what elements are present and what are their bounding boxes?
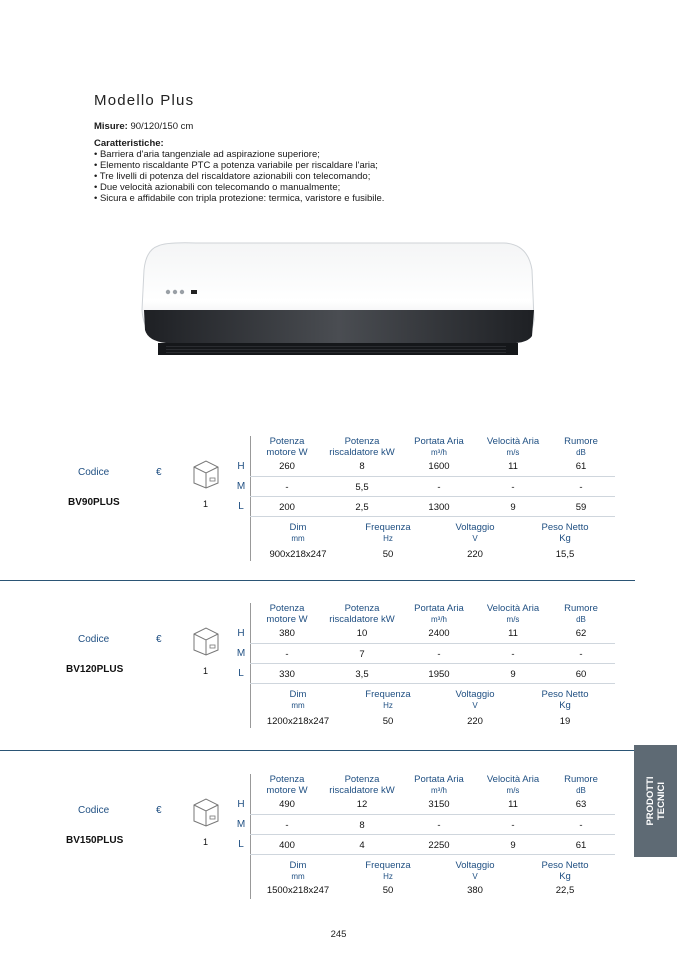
header-portata: Portata Aria m³/h: [414, 436, 464, 457]
header-velocita: Velocità Aria m/s: [486, 603, 540, 624]
row-label-m: M: [236, 481, 246, 492]
cell-dim: 1500x218x247: [266, 885, 330, 896]
cell-l-risc: 3,5: [355, 669, 369, 680]
cell-h-velocita: 11: [508, 799, 518, 810]
cell-h-motore: 490: [279, 799, 295, 810]
cell-frequenza: 50: [382, 716, 394, 727]
cell-m-motore: -: [285, 649, 289, 660]
feature-item: • Elemento riscaldante PTC a potenza variabile per riscaldare l'aria;: [94, 160, 378, 171]
cell-h-portata: 1600: [428, 461, 450, 472]
cell-l-motore: 200: [279, 502, 295, 513]
feature-item: • Sicura e affidabile con tripla protezione: termica, varistore e fusibile.: [94, 193, 385, 204]
euro-label: €: [156, 467, 162, 478]
header-velocita: Velocità Aria m/s: [486, 774, 540, 795]
cell-dim: 900x218x247: [269, 549, 327, 560]
product-table: [0, 768, 677, 918]
cell-m-velocita: -: [511, 482, 515, 493]
feature-item: • Due velocità azionabili con telecomando o manualmente;: [94, 182, 341, 193]
cell-h-rumore: 61: [575, 461, 587, 472]
package-qty: 1: [203, 499, 209, 509]
section-divider: [0, 580, 635, 581]
row-label-l: L: [238, 839, 244, 850]
header-rumore: Rumore dB: [564, 436, 598, 457]
cell-h-velocita: 11: [508, 461, 518, 472]
cell-m-rumore: -: [579, 482, 583, 493]
cell-m-rumore: -: [579, 820, 583, 831]
cell-l-motore: 400: [279, 840, 295, 851]
features-list: [94, 138, 384, 204]
sizes-value: 90/120/150 cm: [130, 121, 194, 132]
header-dim: Dim mm: [289, 689, 307, 710]
cell-peso: 22,5: [555, 885, 575, 896]
cell-l-risc: 2,5: [355, 502, 369, 513]
cell-voltaggio: 220: [467, 716, 483, 727]
cell-l-portata: 2250: [428, 840, 450, 851]
header-dim: Dim mm: [289, 522, 307, 543]
cell-dim: 1200x218x247: [266, 716, 330, 727]
header-frequenza: Frequenza Hz: [365, 860, 411, 881]
cell-l-rumore: 60: [575, 669, 587, 680]
product-table: [0, 430, 677, 580]
row-label-h: H: [237, 461, 245, 472]
page-number: 245: [330, 929, 347, 940]
euro-label: €: [156, 634, 162, 645]
header-rumore: Rumore dB: [564, 603, 598, 624]
header-potenza-motore: Potenza motore W: [266, 603, 308, 625]
page-title: Modello Plus: [94, 92, 195, 109]
section-side-tab: [634, 745, 677, 857]
cell-m-risc: 8: [359, 820, 365, 831]
product-code: BV120PLUS: [66, 664, 124, 675]
cell-h-risc: 12: [356, 799, 368, 810]
cell-peso: 15,5: [555, 549, 575, 560]
header-potenza-risc: Potenza riscaldatore kW: [329, 603, 395, 625]
cell-l-velocita: 9: [510, 840, 516, 851]
header-velocita: Velocità Aria m/s: [486, 436, 540, 457]
row-label-h: H: [237, 799, 245, 810]
cell-l-risc: 4: [359, 840, 365, 851]
header-rumore: Rumore dB: [564, 774, 598, 795]
header-peso: Peso Netto Kg: [541, 522, 589, 544]
package-qty: 1: [203, 666, 209, 676]
euro-label: €: [156, 805, 162, 816]
cell-peso: 19: [559, 716, 571, 727]
header-potenza-risc: Potenza riscaldatore kW: [329, 774, 395, 796]
cell-m-portata: -: [437, 482, 441, 493]
cell-m-portata: -: [437, 649, 441, 660]
cell-m-risc: 5,5: [355, 482, 369, 493]
row-label-h: H: [237, 628, 245, 639]
package-icon: [192, 797, 220, 827]
header-portata: Portata Aria m³/h: [414, 774, 464, 795]
codice-label: Codice: [78, 634, 110, 645]
cell-frequenza: 50: [382, 885, 394, 896]
cell-l-motore: 330: [279, 669, 295, 680]
header-dim: Dim mm: [289, 860, 307, 881]
table-vertical-rule: [250, 603, 251, 728]
package-icon: [192, 459, 220, 489]
cell-l-velocita: 9: [510, 502, 516, 513]
cell-h-rumore: 63: [575, 799, 587, 810]
cell-voltaggio: 220: [467, 549, 483, 560]
cell-l-rumore: 61: [575, 840, 587, 851]
row-label-m: M: [236, 819, 246, 830]
sizes-line: [94, 121, 193, 132]
side-tab-label: PRODOTTI TECNICI: [644, 776, 667, 826]
row-label-l: L: [238, 668, 244, 679]
section-divider: [0, 750, 635, 751]
feature-item: • Tre livelli di potenza del riscaldatore azionabili con telecomando;: [94, 171, 371, 182]
header-potenza-motore: Potenza motore W: [266, 436, 308, 458]
header-voltaggio: Voltaggio V: [455, 689, 495, 710]
header-frequenza: Frequenza Hz: [365, 689, 411, 710]
cell-m-portata: -: [437, 820, 441, 831]
cell-l-velocita: 9: [510, 669, 516, 680]
product-table: [0, 597, 677, 747]
table-vertical-rule: [250, 436, 251, 561]
cell-l-portata: 1300: [428, 502, 450, 513]
cell-h-motore: 260: [279, 461, 295, 472]
air-curtain-image: [136, 240, 536, 360]
cell-m-velocita: -: [511, 820, 515, 831]
header-peso: Peso Netto Kg: [541, 860, 589, 882]
header-voltaggio: Voltaggio V: [455, 522, 495, 543]
table-vertical-rule: [250, 774, 251, 899]
cell-m-risc: 7: [359, 649, 365, 660]
sizes-label: Misure:: [94, 121, 128, 132]
cell-m-velocita: -: [511, 649, 515, 660]
cell-h-velocita: 11: [508, 628, 518, 639]
header-peso: Peso Netto Kg: [541, 689, 589, 711]
cell-m-motore: -: [285, 820, 289, 831]
row-label-m: M: [236, 648, 246, 659]
features-heading: Caratteristiche:: [94, 138, 164, 149]
header-potenza-motore: Potenza motore W: [266, 774, 308, 796]
header-voltaggio: Voltaggio V: [455, 860, 495, 881]
header-potenza-risc: Potenza riscaldatore kW: [329, 436, 395, 458]
cell-h-motore: 380: [279, 628, 295, 639]
product-code: BV150PLUS: [66, 835, 124, 846]
cell-l-rumore: 59: [575, 502, 587, 513]
package-icon: [192, 626, 220, 656]
header-frequenza: Frequenza Hz: [365, 522, 411, 543]
package-qty: 1: [203, 837, 209, 847]
cell-h-risc: 8: [359, 461, 365, 472]
cell-h-portata: 3150: [428, 799, 450, 810]
row-label-l: L: [238, 501, 244, 512]
cell-l-portata: 1950: [428, 669, 450, 680]
cell-h-risc: 10: [356, 628, 368, 639]
product-code: BV90PLUS: [68, 497, 120, 508]
codice-label: Codice: [78, 467, 110, 478]
codice-label: Codice: [78, 805, 110, 816]
feature-item: • Barriera d'aria tangenziale ad aspirazione superiore;: [94, 149, 320, 160]
cell-m-rumore: -: [579, 649, 583, 660]
cell-h-portata: 2400: [428, 628, 450, 639]
cell-frequenza: 50: [382, 549, 394, 560]
cell-voltaggio: 380: [467, 885, 483, 896]
cell-m-motore: -: [285, 482, 289, 493]
cell-h-rumore: 62: [575, 628, 587, 639]
header-portata: Portata Aria m³/h: [414, 603, 464, 624]
